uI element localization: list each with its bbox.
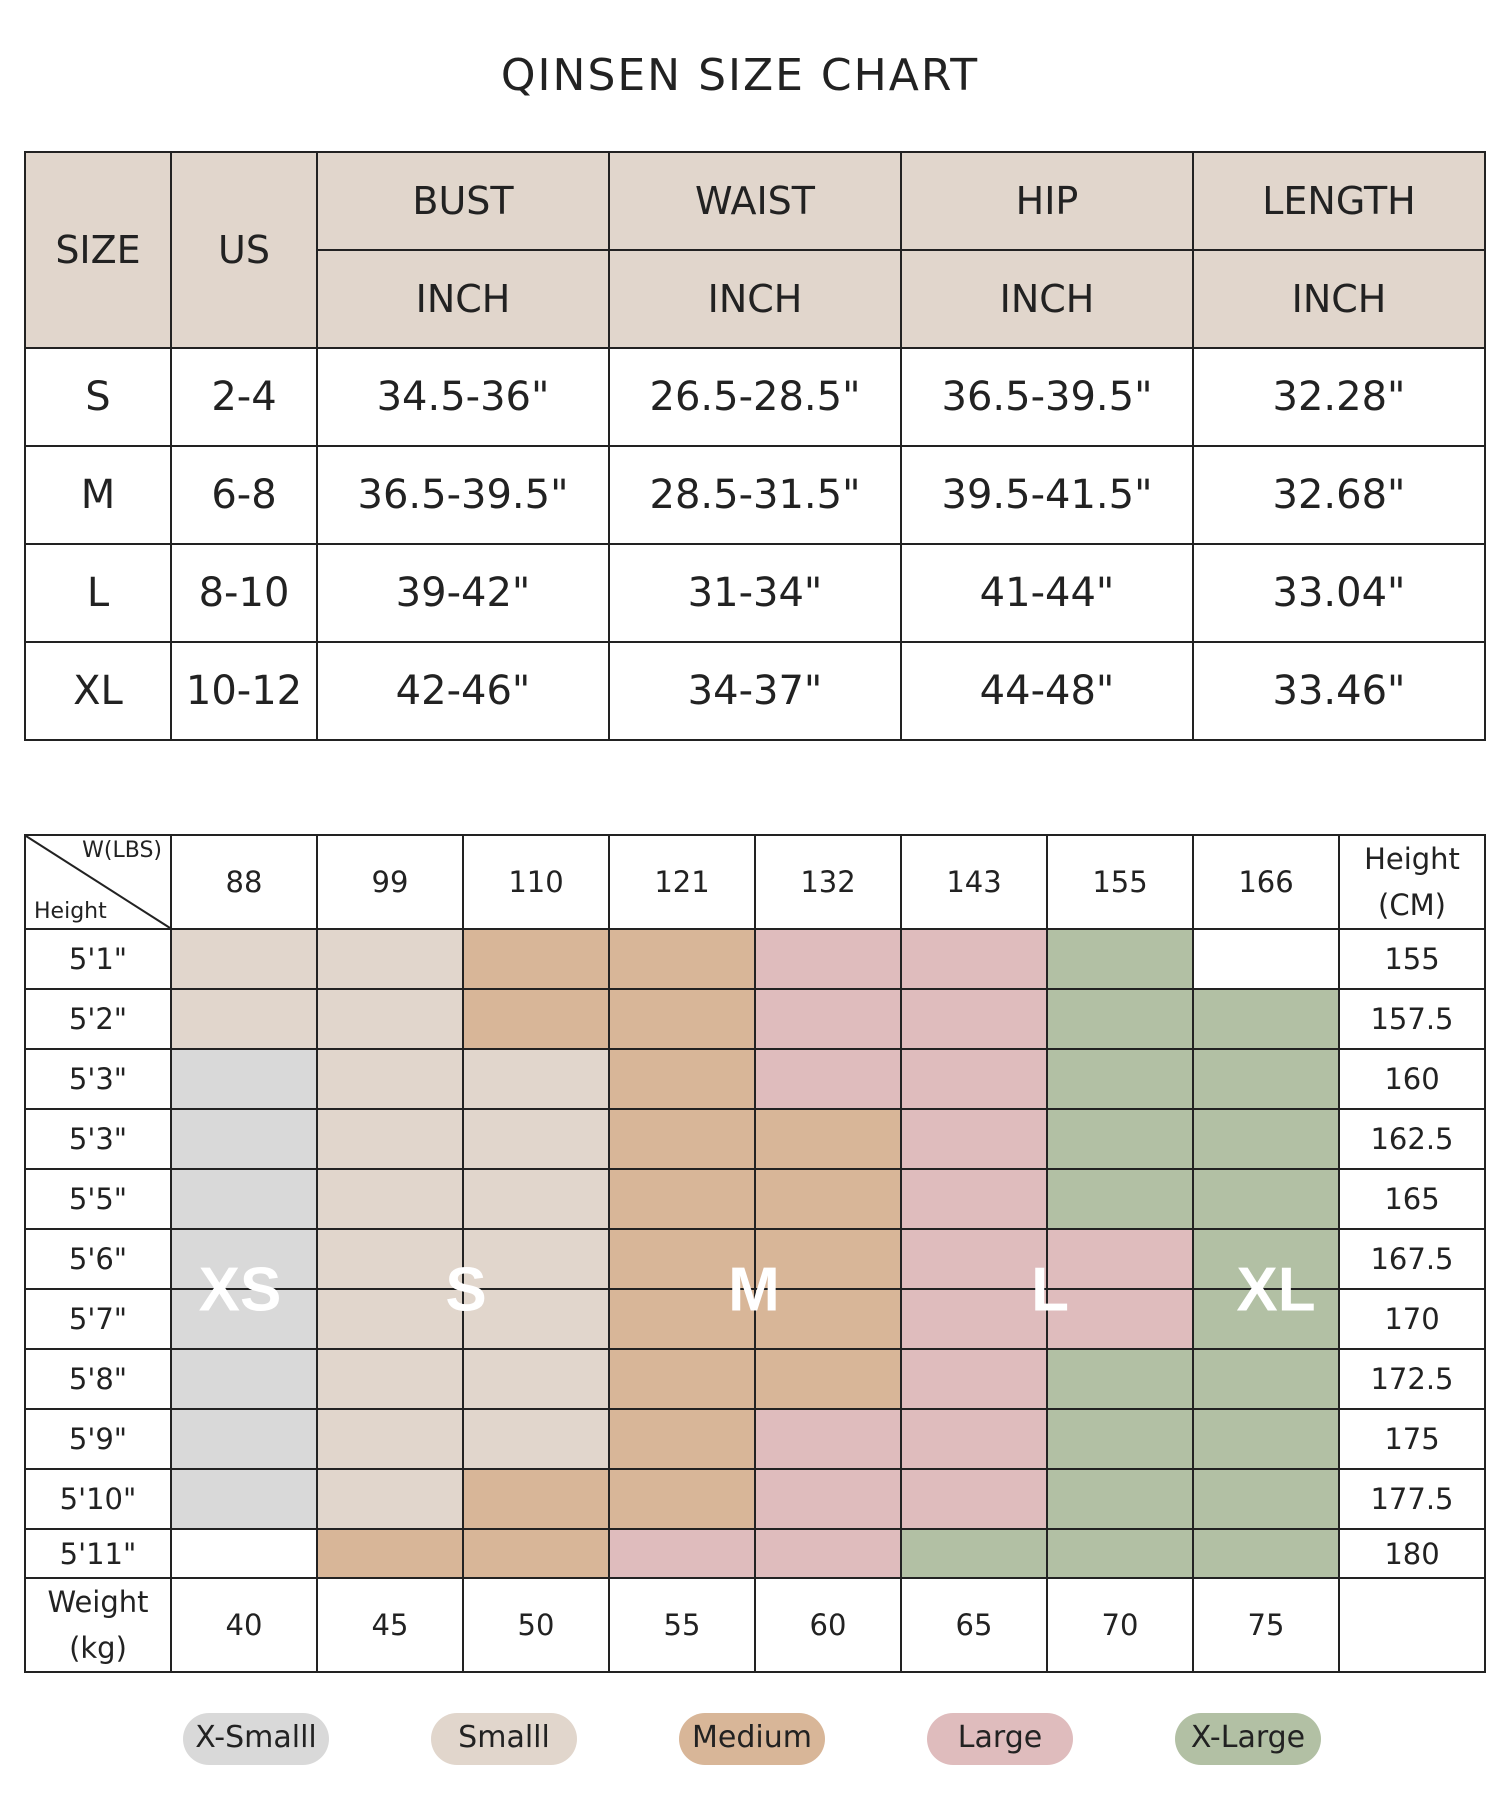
weight-kg-label [25, 1578, 171, 1672]
fit-cell-s [317, 1469, 463, 1529]
weight-kg-cell: 75 [1193, 1578, 1339, 1672]
fit-cell-s [317, 1109, 463, 1169]
waist-cell: 28.5-31.5" [609, 446, 901, 544]
fit-cell-l [901, 1349, 1047, 1409]
height-cm-label: Height [1364, 842, 1460, 876]
fit-cell-xl [1047, 1409, 1193, 1469]
height-row [25, 1529, 1485, 1578]
fit-cell-w [1193, 929, 1339, 989]
fit-cell-m [609, 1409, 755, 1469]
fit-cell-l [755, 989, 901, 1049]
height-cm-unit: (CM) [1378, 888, 1446, 922]
fit-cell-xl [1193, 1049, 1339, 1109]
weight-lbs-header: 143 [901, 835, 1047, 929]
fit-cell-m [609, 929, 755, 989]
fit-cell-xl [1193, 1229, 1339, 1289]
hip-cell: 41-44" [901, 544, 1193, 642]
waist-cell: 26.5-28.5" [609, 348, 901, 446]
header-row [25, 152, 1485, 250]
zone-label-m: M [728, 1255, 780, 1325]
fit-cell-s [463, 1049, 609, 1109]
height-ft-cell: 5'2" [25, 989, 171, 1049]
height-cm-cell: 155 [1339, 929, 1485, 989]
fit-cell-l [901, 1409, 1047, 1469]
fit-cell-xl [1193, 1469, 1339, 1529]
height-ft-cell: 5'3" [25, 1109, 171, 1169]
us-cell: 8-10 [171, 544, 317, 642]
fit-cell-m [755, 1169, 901, 1229]
fit-cell-s [463, 1229, 609, 1289]
page-title: QINSEN SIZE CHART [500, 50, 980, 101]
fit-cell-xl [1193, 1529, 1339, 1578]
height-cm-cell: 170 [1339, 1289, 1485, 1349]
size-row [25, 446, 1485, 544]
fit-cell-l [1047, 1229, 1193, 1289]
us-cell: 6-8 [171, 446, 317, 544]
fit-cell-s [317, 1169, 463, 1229]
legend-item-m: Medium [679, 1713, 825, 1765]
fit-cell-xl [1047, 1349, 1193, 1409]
fit-cell-l [755, 1049, 901, 1109]
fit-cell-m [755, 1289, 901, 1349]
legend-item-l: Large [927, 1713, 1073, 1765]
weight-kg-row [25, 1578, 1485, 1672]
fit-cell-m [317, 1529, 463, 1578]
unit-label: INCH [1193, 250, 1485, 348]
fit-cell-l [609, 1529, 755, 1578]
height-corner-label: Height [34, 899, 107, 924]
bust-cell: 39-42" [317, 544, 609, 642]
fit-cell-l [901, 1049, 1047, 1109]
fit-cell-l [901, 1289, 1047, 1349]
fit-cell-xl [1047, 989, 1193, 1049]
fit-cell-m [755, 1229, 901, 1289]
weight-lbs-header: 155 [1047, 835, 1193, 929]
bust-cell: 36.5-39.5" [317, 446, 609, 544]
fit-cell-l [755, 1409, 901, 1469]
fit-cell-m [755, 1109, 901, 1169]
fit-cell-w [171, 1529, 317, 1578]
us-cell: 2-4 [171, 348, 317, 446]
height-row [25, 1229, 1485, 1289]
fit-cell-m [609, 1289, 755, 1349]
fit-cell-xl [1047, 1469, 1193, 1529]
height-row [25, 1109, 1485, 1169]
weight-kg-cell: 70 [1047, 1578, 1193, 1672]
hip-cell: 44-48" [901, 642, 1193, 740]
fit-cell-xl [901, 1529, 1047, 1578]
fit-cell-l [901, 1109, 1047, 1169]
weight-unit: (kg) [69, 1631, 127, 1665]
height-row [25, 1349, 1485, 1409]
fit-cell-xs [171, 1349, 317, 1409]
grid-header-row [25, 835, 1485, 929]
fit-cell-m [609, 1349, 755, 1409]
weight-kg-cell: 65 [901, 1578, 1047, 1672]
height-row [25, 1289, 1485, 1349]
weight-lbs-label: W(LBS) [82, 838, 162, 863]
height-ft-cell: 5'10" [25, 1469, 171, 1529]
weight-lbs-header: 132 [755, 835, 901, 929]
weight-lbs-header: 121 [609, 835, 755, 929]
hip-cell: 36.5-39.5" [901, 348, 1193, 446]
fit-cell-xs [171, 1169, 317, 1229]
legend-item-s: Smalll [431, 1713, 577, 1765]
height-ft-cell: 5'6" [25, 1229, 171, 1289]
height-row [25, 1409, 1485, 1469]
fit-cell-s [463, 1409, 609, 1469]
fit-cell-s [317, 1409, 463, 1469]
size-row [25, 348, 1485, 446]
fit-cell-xl [1047, 1169, 1193, 1229]
weight-kg-cell: 60 [755, 1578, 901, 1672]
height-ft-cell: 5'9" [25, 1409, 171, 1469]
unit-label: INCH [901, 250, 1193, 348]
fit-cell-m [609, 1229, 755, 1289]
length-cell: 33.04" [1193, 544, 1485, 642]
size-cell: S [25, 348, 171, 446]
height-weight-fit-grid [24, 834, 1486, 1673]
length-cell: 32.28" [1193, 348, 1485, 446]
height-cm-cell: 157.5 [1339, 989, 1485, 1049]
zone-label-xl: XL [1236, 1255, 1316, 1325]
length-header: LENGTH [1193, 152, 1485, 250]
fit-cell-m [463, 1469, 609, 1529]
weight-kg-cell: 45 [317, 1578, 463, 1672]
waist-cell: 34-37" [609, 642, 901, 740]
fit-cell-l [901, 1229, 1047, 1289]
fit-cell-l [755, 1469, 901, 1529]
size-cell: L [25, 544, 171, 642]
fit-cell-m [463, 929, 609, 989]
fit-cell-l [901, 989, 1047, 1049]
fit-cell-xs [171, 1229, 317, 1289]
fit-cell-xl [1193, 989, 1339, 1049]
size-header: SIZE [25, 152, 171, 348]
height-row [25, 989, 1485, 1049]
height-cm-cell: 180 [1339, 1529, 1485, 1578]
legend-item-xl: X-Large [1175, 1713, 1321, 1765]
fit-cell-xs [171, 1409, 317, 1469]
fit-cell-s [317, 1049, 463, 1109]
fit-cell-s [317, 1349, 463, 1409]
fit-cell-m [609, 1469, 755, 1529]
height-ft-cell: 5'1" [25, 929, 171, 989]
zone-label-s: S [445, 1255, 487, 1325]
height-cm-cell: 177.5 [1339, 1469, 1485, 1529]
fit-cell-l [1047, 1289, 1193, 1349]
height-cm-cell: 167.5 [1339, 1229, 1485, 1289]
zone-label-xs: XS [198, 1255, 282, 1325]
fit-cell-m [609, 1109, 755, 1169]
fit-cell-xl [1193, 1349, 1339, 1409]
height-ft-cell: 5'3" [25, 1049, 171, 1109]
unit-label: INCH [609, 250, 901, 348]
zone-label-l: L [1031, 1255, 1069, 1325]
bust-cell: 42-46" [317, 642, 609, 740]
fit-cell-xl [1193, 1169, 1339, 1229]
fit-cell-xl [1047, 929, 1193, 989]
fit-cell-s [317, 1289, 463, 1349]
height-ft-cell: 5'7" [25, 1289, 171, 1349]
fit-cell-xs [171, 1289, 317, 1349]
fit-cell-s [171, 929, 317, 989]
weight-lbs-header: 88 [171, 835, 317, 929]
fit-cell-s [463, 1349, 609, 1409]
height-ft-cell: 5'11" [25, 1529, 171, 1578]
height-row [25, 1049, 1485, 1109]
waist-header: WAIST [609, 152, 901, 250]
fit-cell-l [755, 929, 901, 989]
fit-cell-s [171, 989, 317, 1049]
bust-header: BUST [317, 152, 609, 250]
weight-lbs-header: 110 [463, 835, 609, 929]
height-cm-cell: 160 [1339, 1049, 1485, 1109]
fit-cell-xs [171, 1109, 317, 1169]
size-cell: M [25, 446, 171, 544]
height-cm-cell: 172.5 [1339, 1349, 1485, 1409]
waist-cell: 31-34" [609, 544, 901, 642]
weight-kg-cell: 50 [463, 1578, 609, 1672]
fit-cell-m [463, 1529, 609, 1578]
size-row [25, 544, 1485, 642]
hip-cell: 39.5-41.5" [901, 446, 1193, 544]
height-row [25, 1169, 1485, 1229]
fit-cell-m [609, 1169, 755, 1229]
height-cm-cell: 175 [1339, 1409, 1485, 1469]
height-cm-cell: 165 [1339, 1169, 1485, 1229]
height-ft-cell: 5'5" [25, 1169, 171, 1229]
us-cell: 10-12 [171, 642, 317, 740]
fit-cell-l [901, 929, 1047, 989]
fit-cell-xl [1047, 1109, 1193, 1169]
length-cell: 32.68" [1193, 446, 1485, 544]
fit-cell-xl [1193, 1109, 1339, 1169]
weight-kg-cell: 55 [609, 1578, 755, 1672]
fit-cell-l [901, 1169, 1047, 1229]
height-ft-cell: 5'8" [25, 1349, 171, 1409]
corner-cell [25, 835, 171, 929]
fit-cell-s [317, 929, 463, 989]
fit-cell-m [609, 989, 755, 1049]
us-header: US [171, 152, 317, 348]
fit-cell-xl [1047, 1049, 1193, 1109]
fit-cell-s [317, 1229, 463, 1289]
weight-kg-cell: 40 [171, 1578, 317, 1672]
bust-cell: 34.5-36" [317, 348, 609, 446]
weight-label: Weight [47, 1585, 149, 1619]
weight-lbs-header: 166 [1193, 835, 1339, 929]
fit-cell-s [463, 1289, 609, 1349]
empty-cell [1339, 1578, 1485, 1672]
fit-cell-xs [171, 1049, 317, 1109]
height-row [25, 929, 1485, 989]
fit-cell-m [463, 989, 609, 1049]
size-row [25, 642, 1485, 740]
size-measurement-table [24, 151, 1486, 741]
fit-cell-s [463, 1109, 609, 1169]
height-row [25, 1469, 1485, 1529]
length-cell: 33.46" [1193, 642, 1485, 740]
legend-item-xs: X-Smalll [183, 1713, 329, 1765]
fit-cell-s [463, 1169, 609, 1229]
hip-header: HIP [901, 152, 1193, 250]
fit-cell-xl [1047, 1529, 1193, 1578]
fit-cell-m [755, 1349, 901, 1409]
unit-label: INCH [317, 250, 609, 348]
fit-cell-l [755, 1529, 901, 1578]
size-cell: XL [25, 642, 171, 740]
height-cm-cell: 162.5 [1339, 1109, 1485, 1169]
weight-lbs-header: 99 [317, 835, 463, 929]
height-cm-header [1339, 835, 1485, 929]
fit-cell-l [901, 1469, 1047, 1529]
fit-cell-xl [1193, 1289, 1339, 1349]
fit-cell-s [317, 989, 463, 1049]
fit-cell-xl [1193, 1409, 1339, 1469]
fit-cell-xs [171, 1469, 317, 1529]
fit-cell-m [609, 1049, 755, 1109]
